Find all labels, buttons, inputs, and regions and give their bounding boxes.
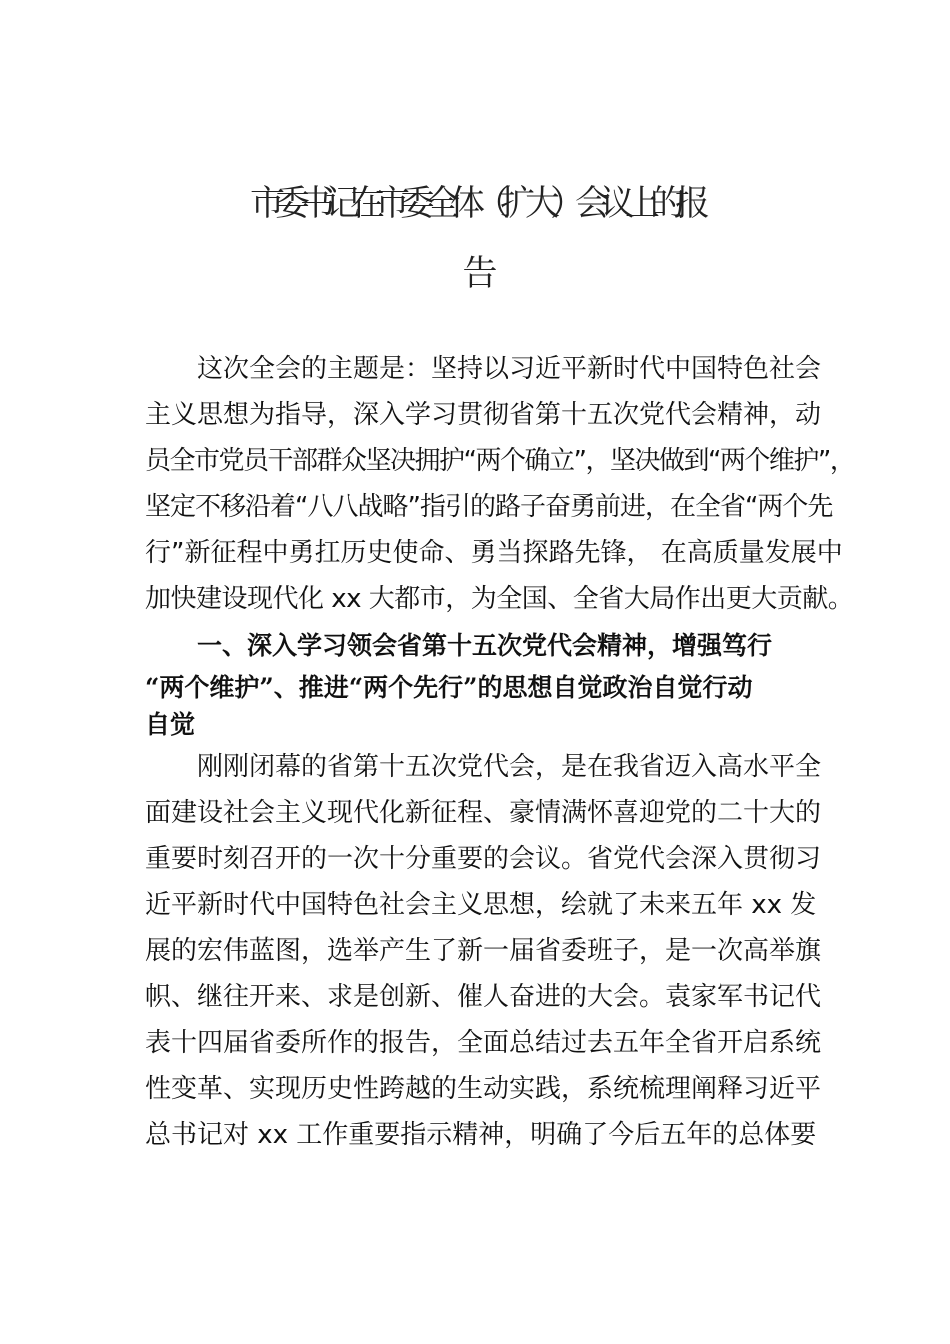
paragraph-1-line-3: 员全市党员干部群众坚决拥护“两个确立”，坚决做到“两个维护”，: [145, 446, 855, 476]
paragraph-2-line-8: 性变革、实现历史性跨越的生动实践，系统梳理阐释习近平: [145, 1074, 822, 1104]
paragraph-1-line-1: 这次全会的主题是：坚持以习近平新时代中国特色社会: [197, 354, 822, 384]
paragraph-2-line-2: 面建设社会主义现代化新征程、豪情满怀喜迎党的二十大的: [145, 798, 822, 828]
paragraph-1-line-5: 行”新征程中勇扛历史使命、勇当探路先锋， 在高质量发展中: [145, 538, 843, 568]
document-title-line-2: 告: [462, 254, 488, 294]
document-title-line-1: 市委书记在市委全体（扩大）会议上的报: [249, 184, 700, 224]
paragraph-1-line-6: 加快建设现代化 xx 大都市，为全国、全省大局作出更大贡献。: [145, 584, 854, 614]
paragraph-2-line-3: 重要时刻召开的一次十分重要的会议。省党代会深入贯彻习: [145, 844, 822, 874]
paragraph-2-line-9: 总书记对 xx 工作重要指示精神，明确了今后五年的总体要: [145, 1120, 817, 1150]
section-heading-1-line-2: “两个维护”、推进“两个先行”的思想自觉政治自觉行动: [145, 673, 753, 702]
paragraph-2-line-6: 帜、继往开来、求是创新、催人奋进的大会。袁家军书记代: [145, 982, 822, 1012]
paragraph-1-line-2: 主义思想为指导，深入学习贯彻省第十五次党代会精神，动: [145, 400, 822, 430]
paragraph-2-line-4: 近平新时代中国特色社会主义思想，绘就了未来五年 xx 发: [145, 890, 817, 920]
paragraph-2-line-5: 展的宏伟蓝图，选举产生了新一届省委班子，是一次高举旗: [145, 936, 822, 966]
section-heading-1-line-1: 一、深入学习领会省第十五次党代会精神，增强笃行: [197, 631, 773, 660]
paragraph-2-line-7: 表十四届省委所作的报告，全面总结过去五年全省开启系统: [145, 1028, 822, 1058]
section-heading-1-line-3: 自觉: [145, 710, 196, 739]
paragraph-2-line-1: 刚刚闭幕的省第十五次党代会，是在我省迈入高水平全: [197, 752, 822, 782]
paragraph-1-line-4: 坚定不移沿着“八八战略”指引的路子奋勇前进，在全省“两个先: [145, 492, 833, 522]
